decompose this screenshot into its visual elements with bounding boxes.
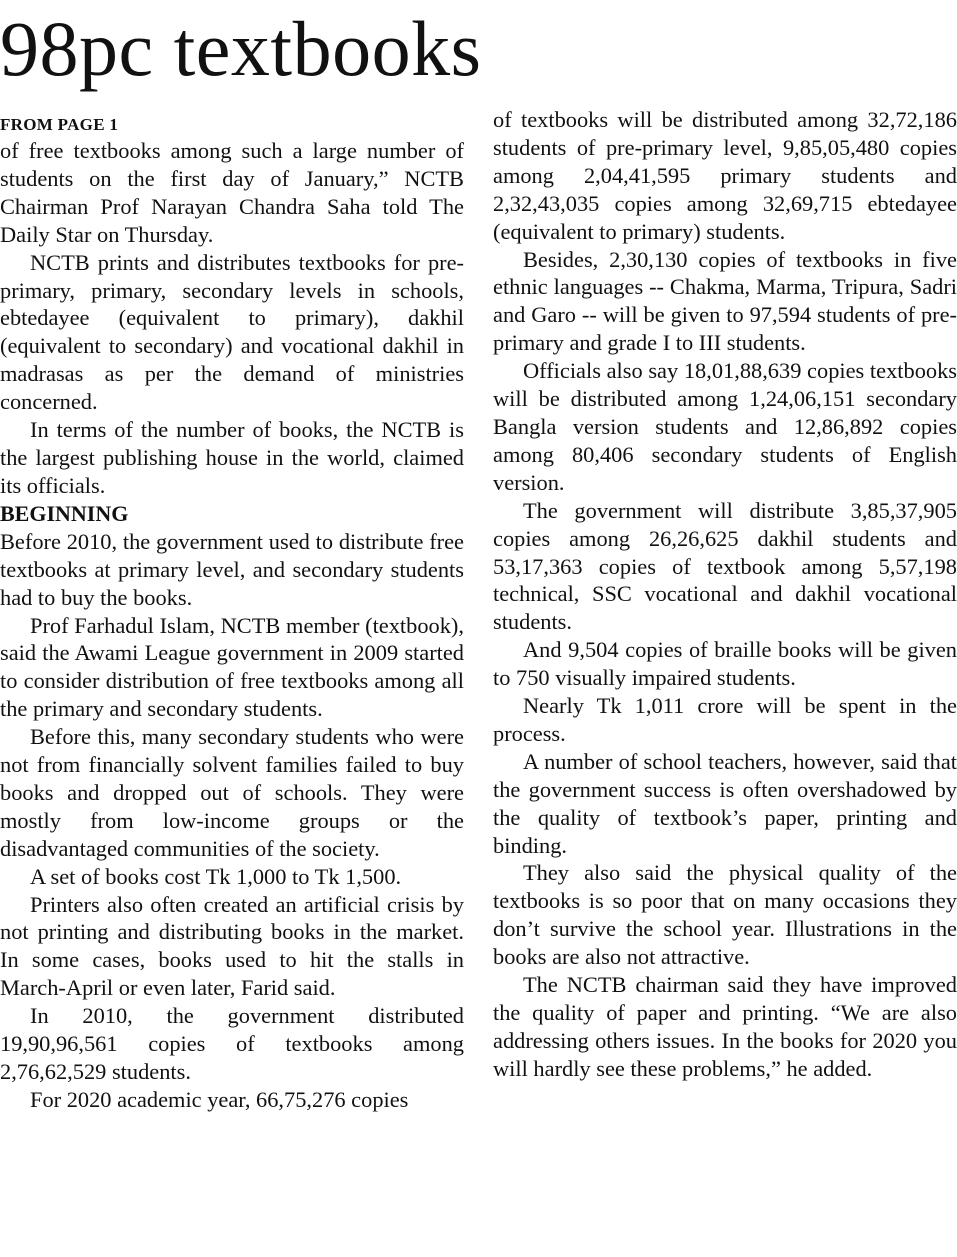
paragraph: A set of books cost Tk 1,000 to Tk 1,500.: [30, 863, 402, 889]
continuation-kicker: FROM PAGE 1: [0, 115, 119, 134]
paragraph: A number of school teachers, however, said that the government success is often overshadowed by the quality of textbook’s paper, printing and binding.: [493, 748, 957, 858]
paragraph: In 2010, the government distributed 19,90,96,561 copies of textbooks among 2,76,62,529 students.: [0, 1003, 464, 1084]
article-column-right: [493, 106, 957, 1083]
paragraph: Before this, many secondary students who were not from financially solvent families failed to buy books and dropped out of schools. They were mostly from low-income groups or the disadvantaged communities of the society.: [0, 724, 464, 861]
paragraph: Prof Farhadul Islam, NCTB member (textbook), said the Awami League government in 2009 started to consider distribution of free textbooks among all the primary and secondary students.: [0, 612, 464, 722]
section-subhead: BEGINNING: [0, 500, 129, 526]
paragraph: For 2020 academic year, 66,75,276 copies: [30, 1086, 409, 1112]
headline: 98pc textbooks: [0, 5, 482, 92]
paragraph: of textbooks will be distributed among 32,72,186 students of pre-primary level, 9,85,05,480 copies among 2,04,41,595 primary students and 2,32,43,035 copies among 32,69,715 ebtedayee (equivalent to primary) students.: [493, 107, 957, 244]
paragraph: And 9,504 copies of braille books will be given to 750 visually impaired students.: [493, 637, 957, 691]
paragraph: NCTB prints and distributes textbooks for pre-primary, primary, secondary levels in schools, ebtedayee (equivalent to primary), dakhil (equivalent to secondary) and vocational dakhil in madrasas as per the demand of ministries concerned.: [0, 249, 464, 415]
paragraph: In terms of the number of books, the NCTB is the largest publishing house in the world, claimed its officials.: [0, 417, 464, 498]
paragraph: Officials also say 18,01,88,639 copies textbooks will be distributed among 1,24,06,151 secondary Bangla version students and 12,86,892 copies among 80,406 secondary students of English version.: [493, 358, 957, 495]
paragraph: Besides, 2,30,130 copies of textbooks in five ethnic languages -- Chakma, Marma, Tripura, Sadri and Garo -- will be given to 97,594 students of pre-primary and grade I to III students.: [493, 246, 957, 356]
paragraph: The NCTB chairman said they have improved the quality of paper and printing. “We are also addressing others issues. In the books for 2020 you will hardly see these problems,” he added.: [493, 972, 957, 1081]
paragraph: Printers also often created an artificial crisis by not printing and distributing books in the market. In some cases, books used to hit the stalls in March-April or even later, Farid said.: [0, 891, 464, 1001]
paragraph: Before 2010, the government used to distribute free textbooks at primary level, and secondary students had to buy the books.: [0, 528, 464, 610]
paragraph: The government will distribute 3,85,37,905 copies among 26,26,625 dakhil students and 53,17,363 copies of textbook among 5,57,198 technical, SSC vocational and dakhil vocational students.: [493, 497, 957, 635]
paragraph: of free textbooks among such a large number of students on the first day of January,” NCTB Chairman Prof Narayan Chandra Saha told The Daily Star on Thursday.: [0, 138, 464, 247]
paragraph: Nearly Tk 1,011 crore will be spent in the process.: [493, 693, 957, 746]
paragraph: They also said the physical quality of the textbooks is so poor that on many occasions they don’t survive the school year. Illustrations in the books are also not attractive.: [493, 860, 957, 970]
article-column-left: [0, 113, 464, 1114]
